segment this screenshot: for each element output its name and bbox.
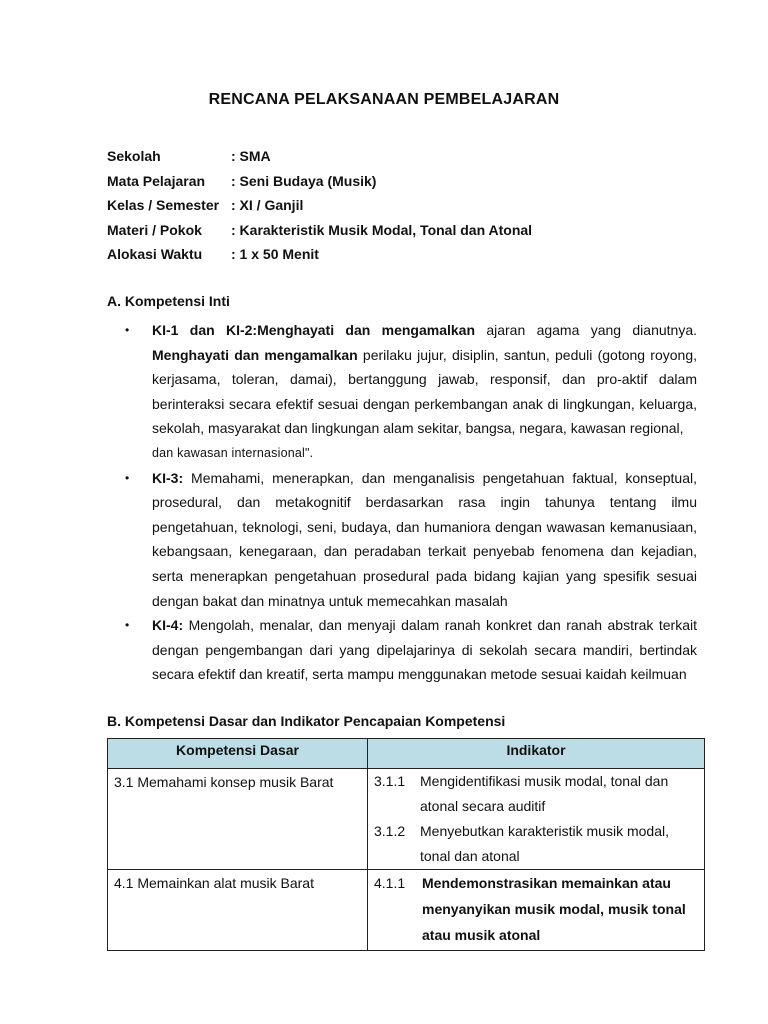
ki4-text: Mengolah, menalar, dan menyaji dalam ranah konkret dan ranah abstrak terkait dengan pengembangan dari yang dipelajarinya di sekolah secara mandiri, bertindak secara efektif dan kreatif, serta mampu menggunakan metode sesuai kaidah keilmuan: [152, 617, 697, 683]
indicator-code: 3.1.1: [374, 773, 406, 789]
kd-cell: [108, 870, 368, 951]
identity-row: [107, 146, 532, 171]
identity-label: Alokasi Waktu: [107, 246, 203, 263]
identity-value: : Karakteristik Musik Modal, Tonal dan Atonal: [231, 221, 533, 238]
identity-value: : SMA: [231, 148, 271, 164]
identity-row: [107, 171, 532, 196]
ki12-paragraph: [152, 318, 697, 441]
ki12-text-3: dan kawasan internasional".: [152, 445, 314, 460]
indicator-text: Mendemonstrasikan memainkan atau menyanyikan musik modal, musik tonal atau musik atonal: [422, 875, 686, 943]
ki4-bold: KI-4:: [152, 617, 184, 634]
list-item-ki3: [107, 466, 697, 614]
indicator-code: 3.1.2: [374, 823, 406, 839]
identity-row: [107, 220, 532, 245]
competency-table: [107, 738, 705, 951]
ki12-text-1: ajaran agama yang dianutnya.: [475, 322, 697, 338]
indicator-item: [374, 769, 698, 819]
header-kompetensi-dasar: Kompetensi Dasar: [108, 739, 368, 769]
indicator-item: [374, 870, 698, 948]
identity-label: Mata Pelajaran: [107, 172, 206, 189]
indicator-cell: [368, 769, 705, 870]
document-title: RENCANA PELAKSANAAN PEMBELAJARAN: [208, 91, 560, 108]
identity-row: [107, 195, 532, 220]
identity-label: Materi / Pokok: [107, 221, 202, 238]
table-row: [108, 870, 705, 951]
indicator-text: Menyebutkan karakteristik musik modal, tonal dan atonal: [420, 823, 669, 864]
kd-text: 4.1 Memainkan alat musik Barat: [114, 875, 314, 891]
indicator-code: 4.1.1: [374, 875, 406, 891]
ki12-text-2: perilaku jujur, disiplin, santun, peduli (gotong royong, kerjasama, toleran, damai), bertanggung jawab, responsif, dan pro-aktif dalam berinteraksi secara efektif sesuai dengan perkembangan anak di lingkungan, keluarga, sekolah, masyarakat dan lingkungan alam sekitar, bangsa, negara, kawasan regional,: [152, 346, 697, 437]
identity-value: : 1 x 50 Menit: [231, 246, 319, 263]
list-item-ki12: [107, 318, 697, 466]
ki3-paragraph: [152, 466, 697, 614]
indicator-text: Mengidentifikasi musik modal, tonal dan atonal secara auditif: [420, 773, 669, 814]
identity-row: [107, 244, 532, 269]
bullet-icon: •: [125, 618, 130, 633]
identity-label: Kelas / Semester: [107, 197, 220, 214]
header-indikator: Indikator: [368, 739, 705, 769]
identity-label: Sekolah: [107, 148, 161, 164]
bullet-icon: •: [125, 323, 130, 337]
kompetensi-inti-list: [107, 318, 697, 687]
ki12-bold-2: Menghayati dan mengamalkan: [152, 346, 358, 363]
list-item-ki4: [107, 613, 697, 687]
indicator-cell: [368, 870, 705, 951]
section-a-heading: A. Kompetensi Inti: [107, 293, 230, 309]
ki4-paragraph: [152, 613, 697, 687]
table-row: [108, 769, 705, 870]
table-header-row: [108, 739, 705, 769]
ki3-text: Memahami, menerapkan, dan menganalisis pengetahuan faktual, konseptual, prosedural, dan metakognitif berdasarkan rasa ingin tahunya tentang ilmu pengetahuan, teknologi, seni, budaya, dan humaniora dengan wawasan kemanusiaan, kebangsaan, kenegaraan, dan peradaban terkait penyebab fenomena dan kejadian, serta menerapkan pengetahuan prosedural pada bidang kajian yang spesifik sesuai dengan bakat dan minatnya untuk memecahkan masalah: [152, 469, 697, 609]
identity-value: : Seni Budaya (Musik): [231, 172, 377, 189]
kd-cell: [108, 769, 368, 870]
ki12-bold-1: KI-1 dan KI-2:Menghayati dan mengamalkan: [152, 322, 476, 338]
bullet-icon: •: [125, 470, 130, 485]
section-b-heading: B. Kompetensi Dasar dan Indikator Pencapaian Kompetensi: [107, 713, 506, 729]
identity-value: : XI / Ganjil: [231, 197, 304, 214]
kd-text: 3.1 Memahami konsep musik Barat: [114, 774, 334, 790]
indicator-item: [374, 819, 698, 869]
identity-block: [107, 146, 532, 269]
ki3-bold: KI-3:: [152, 469, 184, 486]
